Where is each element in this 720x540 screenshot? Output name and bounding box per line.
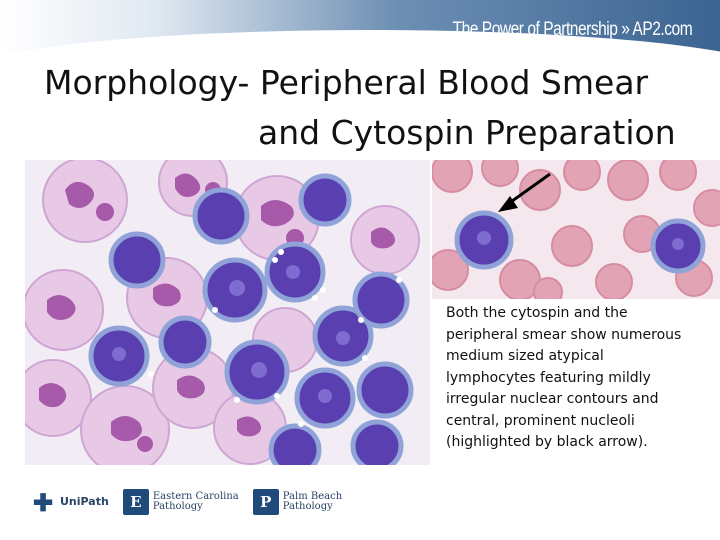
pbp-label-line-1: Palm Beach	[282, 491, 343, 502]
title-line-2: and Cytospin Preparation	[258, 113, 676, 152]
peripheral-smear-photo	[432, 160, 720, 299]
unipath-label: UniPath	[60, 495, 109, 508]
ecp-label-line-1: Eastern Carolina	[152, 491, 239, 502]
eastern-carolina-pathology-logo	[123, 489, 239, 515]
pbp-monogram-logo-icon: P	[253, 489, 279, 515]
header-tagline: The Power of Partnership » AP2.com	[452, 19, 692, 40]
palm-beach-pathology-logo	[253, 489, 342, 515]
pbp-label-line-2: Pathology	[282, 501, 333, 512]
slide-title	[44, 58, 684, 158]
caption-text: Both the cytospin and the peripheral smear show numerous medium sized atypical lymphocytes featuring mildly irregular nuclear contours and central, prominent nucleoli (highlighted by black arrow).	[446, 305, 682, 450]
unipath-logo	[30, 489, 109, 515]
ecp-monogram-logo-icon: E	[123, 489, 149, 515]
header-banner	[0, 0, 720, 52]
unipath-cross-logo-icon: ✚	[30, 489, 56, 515]
ecp-label-line-2: Pathology	[152, 501, 203, 512]
partner-logos	[30, 486, 356, 518]
cytospin-photo	[25, 160, 430, 465]
title-line-1: Morphology- Peripheral Blood Smear	[44, 63, 649, 102]
